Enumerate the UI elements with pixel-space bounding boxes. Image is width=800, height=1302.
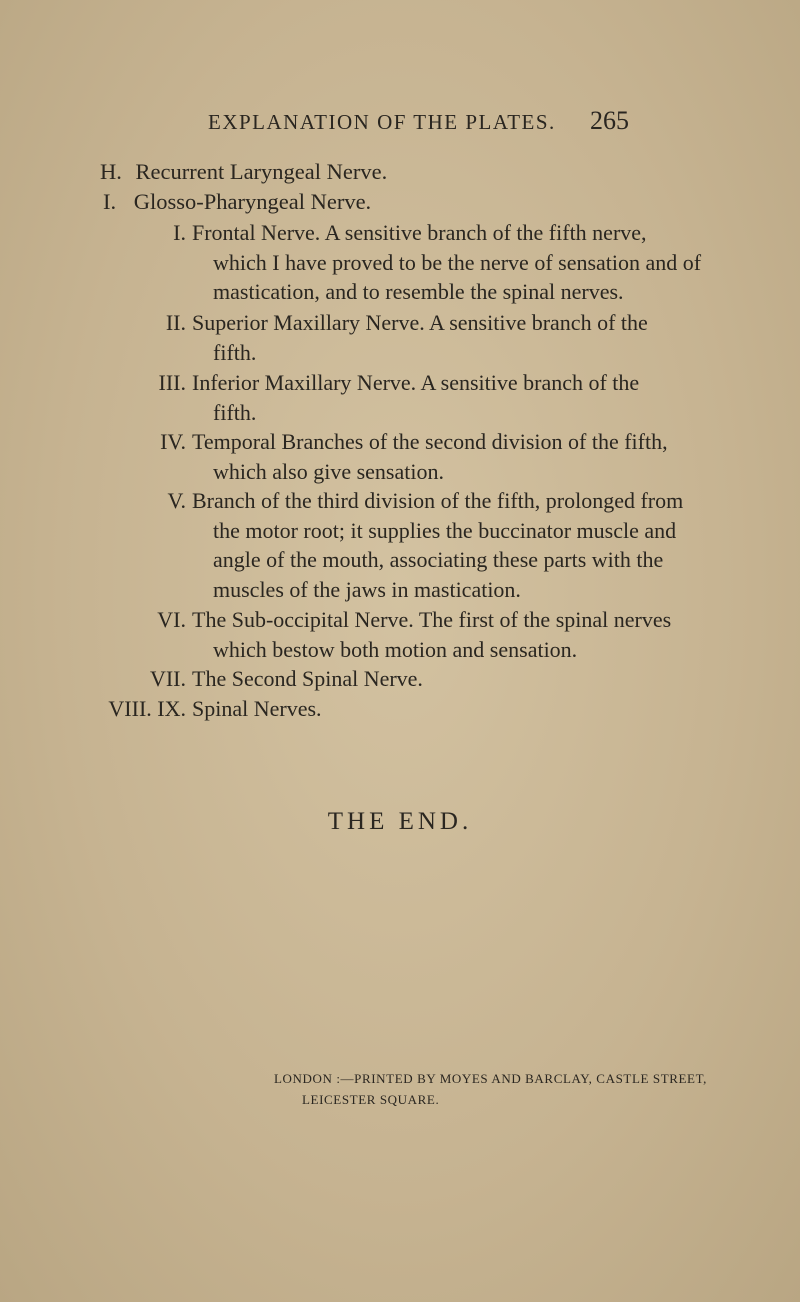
- subentry-8: [108, 694, 628, 724]
- subentry-line: muscles of the jaws in mastication.: [213, 576, 521, 602]
- subentry-1: [173, 218, 702, 307]
- subentry-number: III.: [158, 370, 186, 395]
- subentry-3: [158, 368, 640, 427]
- subentry-line: Frontal Nerve. A sensitive branch of the fifth nerve,: [192, 220, 647, 245]
- entry-h: [100, 157, 387, 187]
- subentry-line: Temporal Branches of the second division of the fifth,: [192, 429, 668, 454]
- subentry-line: mastication, and to resemble the spinal nerves.: [213, 279, 624, 304]
- running-title: EXPLANATION OF THE PLATES.: [208, 110, 556, 134]
- subentry-line: which bestow both motion and sensation.: [213, 636, 578, 662]
- subentry-line: angle of the mouth, associating these parts with the: [213, 547, 664, 572]
- subentry-6: [157, 605, 672, 664]
- entry-text: Glosso-Pharyngeal Nerve.: [133, 189, 372, 214]
- subentry-7: [149, 664, 628, 694]
- entry-label: H.: [100, 159, 122, 184]
- subentry-line: the motor root; it supplies the buccinator muscle and: [213, 517, 677, 543]
- imprint-line: LEICESTER SQUARE.: [302, 1092, 440, 1107]
- subentry-line: Branch of the third division of the fifth, prolonged from: [192, 488, 684, 513]
- subentry-5: [167, 486, 684, 604]
- subentry-line: fifth.: [213, 339, 257, 365]
- subentry-number: VI.: [157, 607, 186, 632]
- the-end-heading: THE END.: [327, 808, 473, 835]
- subentry-line: fifth.: [213, 399, 257, 425]
- entry-label: I.: [103, 189, 117, 214]
- imprint-line: LONDON :—PRINTED BY MOYES AND BARCLAY, CASTLE STREET,: [274, 1071, 708, 1086]
- entry-text: Recurrent Laryngeal Nerve.: [135, 159, 388, 184]
- subentry-line: Spinal Nerves.: [192, 696, 322, 721]
- subentry-line: which I have proved to be the nerve of sensation and of: [213, 249, 702, 275]
- subentry-2: [165, 308, 648, 367]
- subentry-number: VII.: [149, 666, 186, 691]
- printer-imprint: [274, 1068, 707, 1110]
- subentry-number: II.: [165, 310, 186, 335]
- page-number: 265: [590, 106, 629, 135]
- subentry-4: [160, 427, 668, 486]
- subentry-number: VIII. IX.: [108, 696, 186, 721]
- entry-i: [103, 187, 371, 217]
- subentry-number: I.: [173, 220, 186, 245]
- subentry-line: which also give sensation.: [213, 458, 444, 484]
- subentry-number: V.: [167, 488, 186, 513]
- subentry-number: IV.: [160, 429, 186, 454]
- subentry-line: Superior Maxillary Nerve. A sensitive branch of the: [192, 310, 648, 335]
- subentry-line: The Sub-occipital Nerve. The first of the spinal nerves: [192, 607, 672, 632]
- subentry-line: Inferior Maxillary Nerve. A sensitive branch of the: [192, 370, 640, 395]
- subentry-line: The Second Spinal Nerve.: [192, 666, 423, 691]
